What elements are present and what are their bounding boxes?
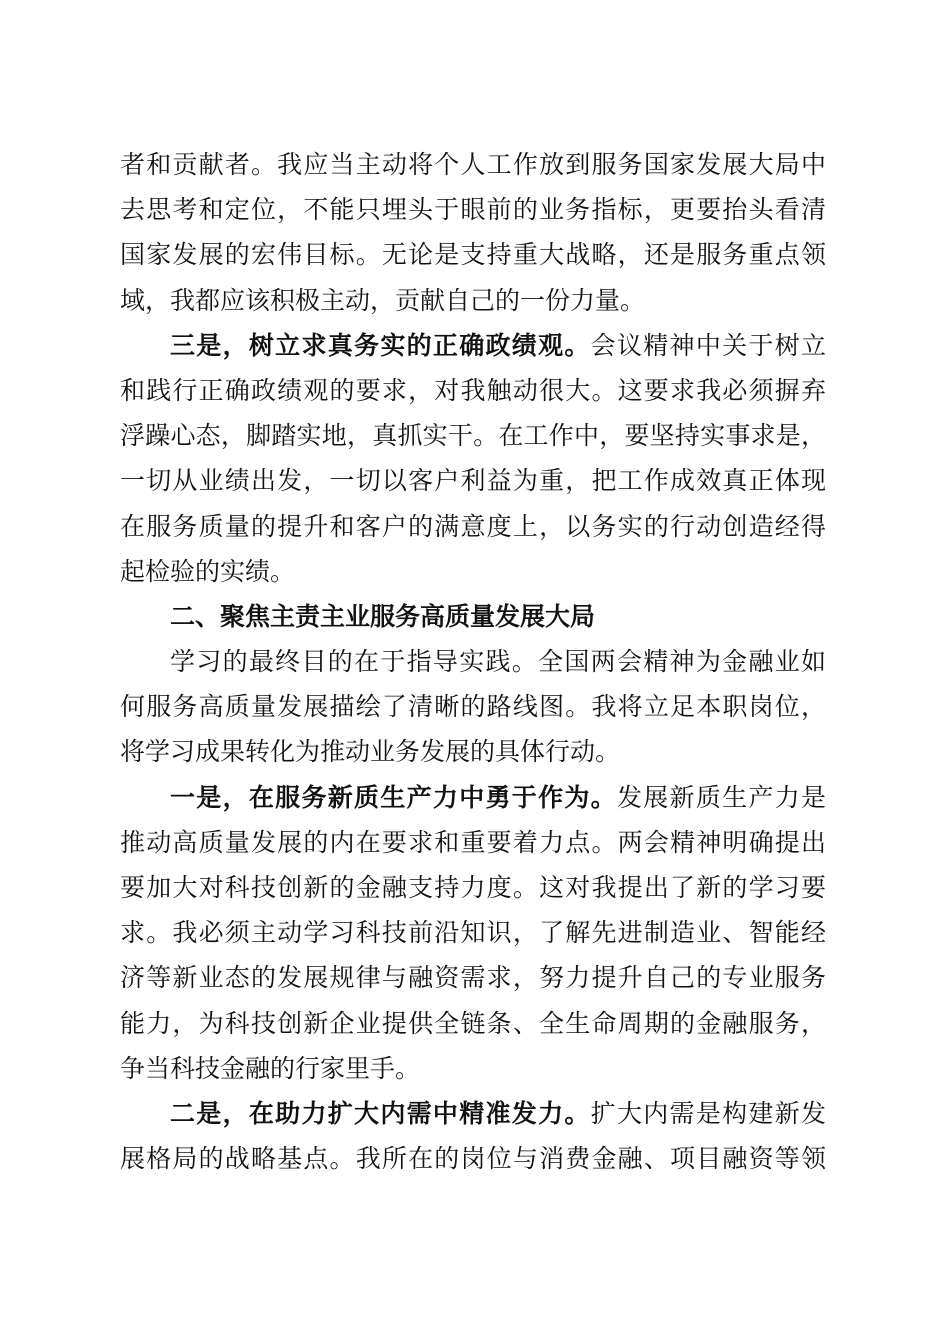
paragraph-line: 者和贡献者。我应当主动将个人工作放到服务国家发展大局中 <box>120 150 826 179</box>
paragraph-line: 去思考和定位，不能只埋头于眼前的业务指标，更要抬头看清 <box>120 195 826 225</box>
paragraph-lead: 三是，树立求真务实的正确政绩观。 <box>170 330 591 360</box>
paragraph-lead: 一是，在服务新质生产力中勇于作为。 <box>170 782 617 812</box>
paragraph-text: 发展新质生产力是 <box>616 782 826 812</box>
paragraph-text: 扩大内需是构建新发 <box>590 1098 826 1128</box>
document-body <box>120 142 826 1181</box>
paragraph-line: 学习的最终目的在于指导实践。全国两会精神为金融业如 <box>170 647 826 677</box>
paragraph-line: 何服务高质量发展描绘了清晰的路线图。我将立足本职岗位， <box>120 692 826 722</box>
paragraph-lead: 二是，在助力扩大内需中精准发力。 <box>170 1098 591 1128</box>
paragraph-first-line <box>120 323 826 368</box>
paragraph-line: 在服务质量的提升和客户的满意度上，以务实的行动创造经得 <box>120 511 826 541</box>
paragraph-line: 一切从业绩出发，一切以客户利益为重，把工作成效真正体现 <box>120 466 826 496</box>
paragraph-line: 争当科技金融的行家里手。 <box>120 1053 421 1083</box>
paragraph-line: 展格局的战略基点。我所在的岗位与消费金融、项目融资等领 <box>120 1144 826 1174</box>
paragraph-line: 将学习成果转化为推动业务发展的具体行动。 <box>120 737 621 767</box>
paragraph-line: 浮躁心态，脚踏实地，真抓实干。在工作中，要坚持实事求是， <box>120 421 826 451</box>
section-heading: 二、聚焦主责主业服务高质量发展大局 <box>170 601 596 631</box>
paragraph-line: 济等新业态的发展规律与融资需求，努力提升自己的专业服务 <box>120 963 826 993</box>
paragraph-line: 能力，为科技创新企业提供全链条、全生命周期的金融服务， <box>120 1008 826 1038</box>
paragraph-line: 起检验的实绩。 <box>120 556 296 586</box>
paragraph-line: 推动高质量发展的内在要求和重要着力点。两会精神明确提出 <box>120 827 826 857</box>
paragraph-line: 和践行正确政绩观的要求，对我触动很大。这要求我必须摒弃 <box>120 375 826 405</box>
paragraph-first-line <box>120 775 826 820</box>
paragraph-line: 域，我都应该积极主动，贡献自己的一份力量。 <box>120 285 646 315</box>
paragraph-text: 会议精神中关于树立 <box>590 330 826 360</box>
paragraph-line: 国家发展的宏伟目标。无论是支持重大战略，还是服务重点领 <box>120 240 826 270</box>
paragraph-line: 求。我必须主动学习科技前沿知识，了解先进制造业、智能经 <box>120 918 826 948</box>
paragraph-first-line <box>120 1091 826 1136</box>
paragraph-line: 要加大对科技创新的金融支持力度。这对我提出了新的学习要 <box>120 873 826 902</box>
